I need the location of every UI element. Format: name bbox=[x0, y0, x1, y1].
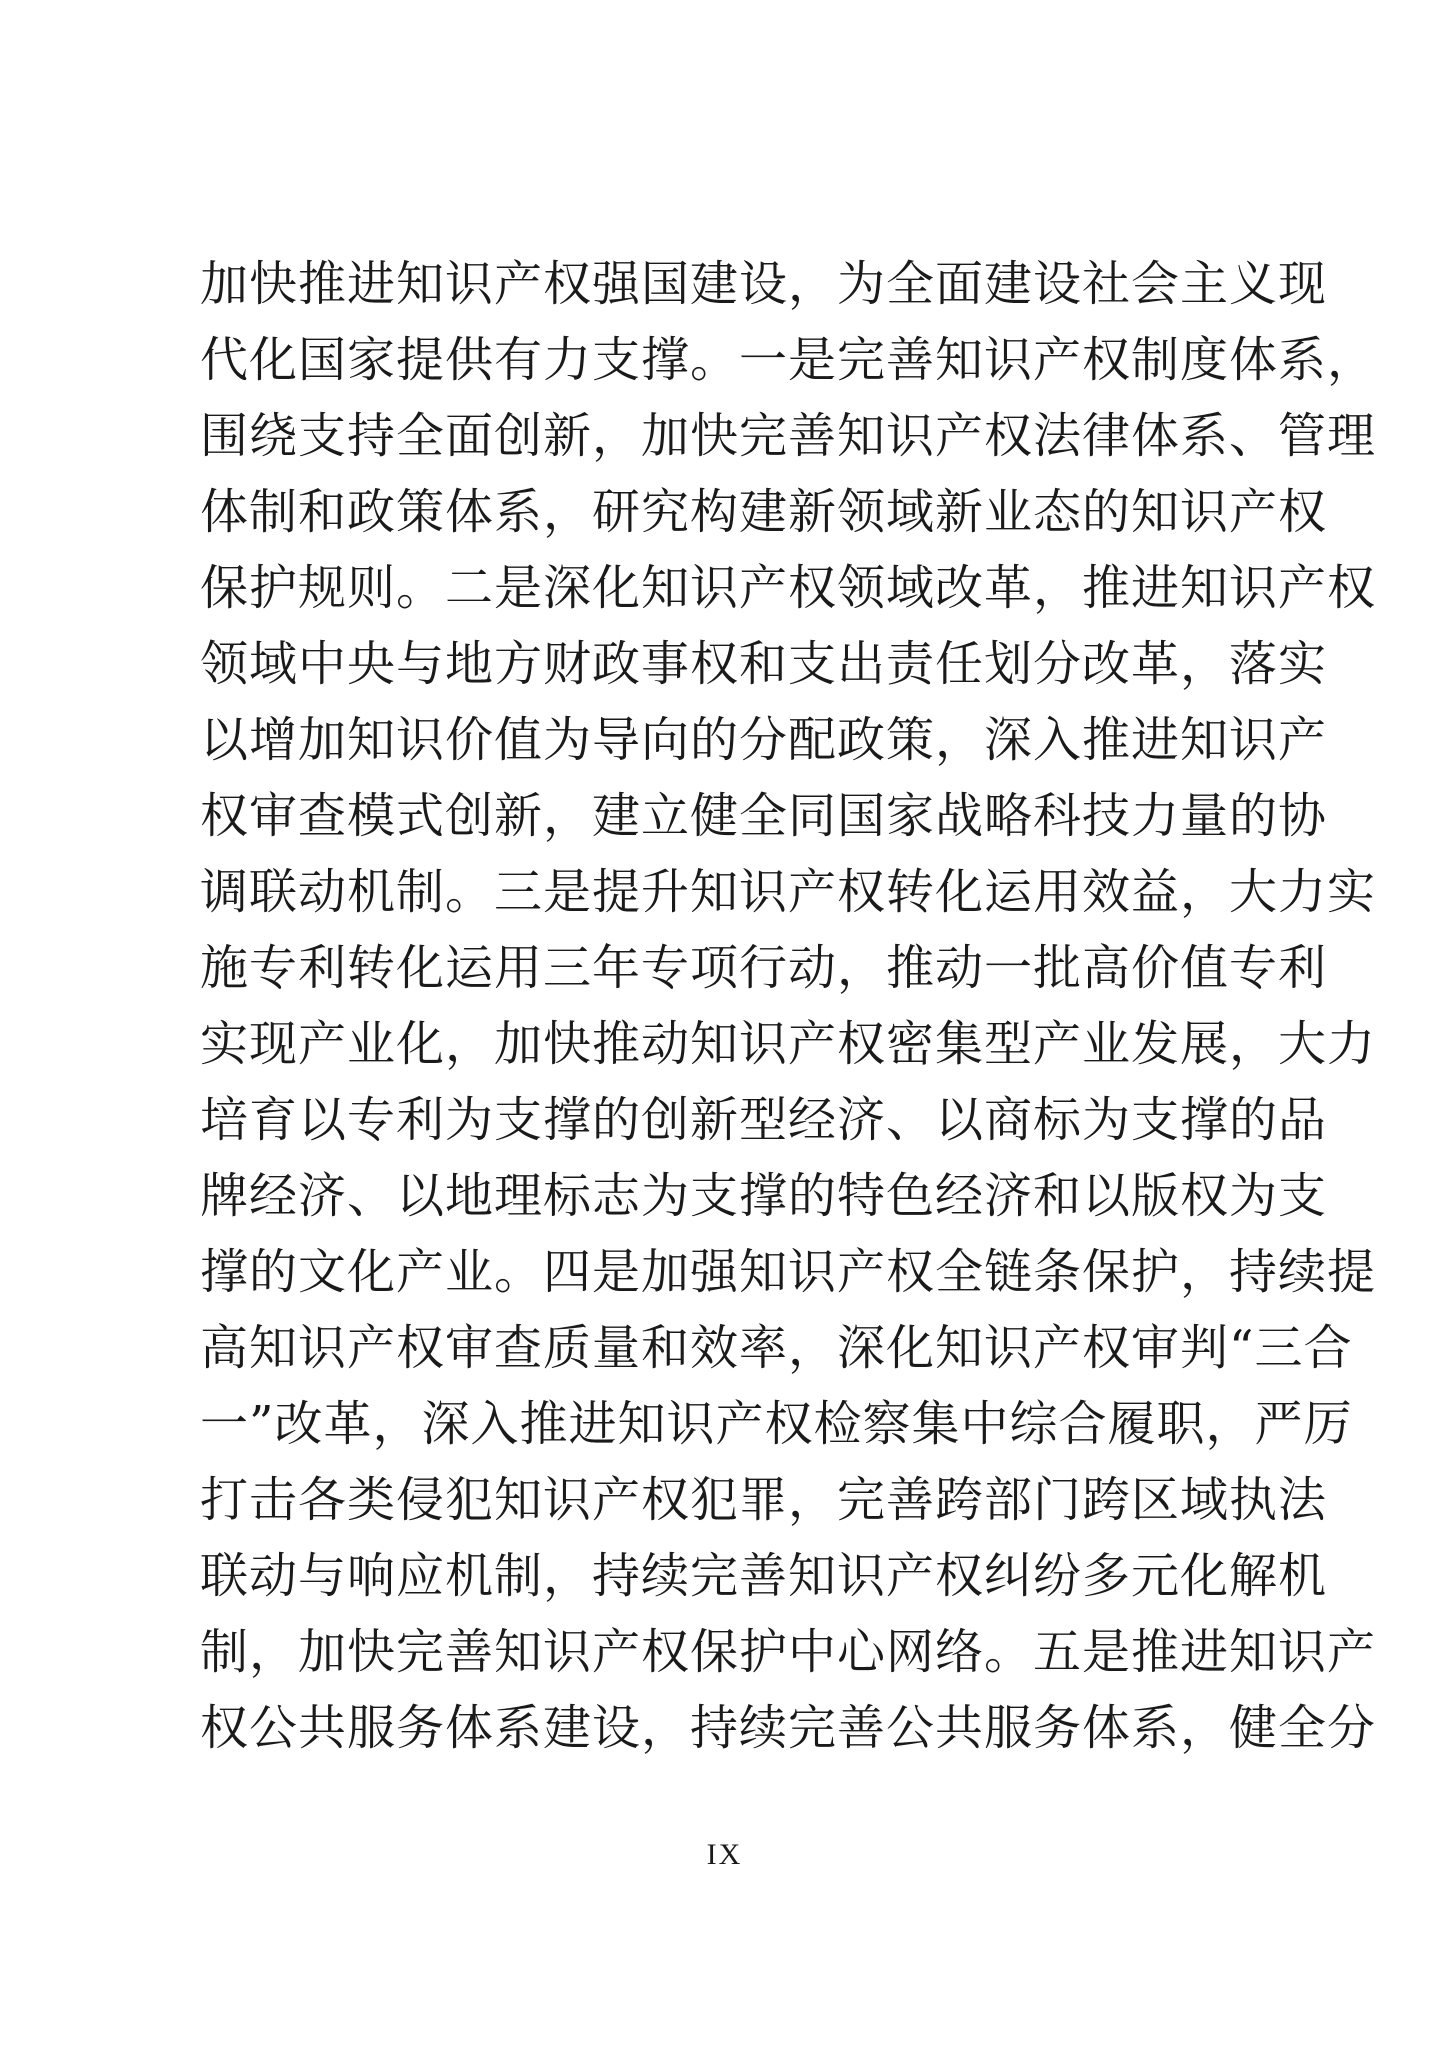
body-text bbox=[200, 246, 1377, 1766]
text-line: 制，加快完善知识产权保护中心网络。五是推进知识产 bbox=[200, 1624, 1377, 1680]
page-number: IX bbox=[706, 1838, 743, 1871]
text-line: 代化国家提供有力支撑。一是完善知识产权制度体系， bbox=[200, 332, 1377, 388]
text-line: 调联动机制。三是提升知识产权转化运用效益，大力实 bbox=[200, 864, 1377, 920]
text-line: 以增加知识价值为导向的分配政策，深入推进知识产 bbox=[200, 712, 1328, 768]
text-line: 牌经济、以地理标志为支撑的特色经济和以版权为支 bbox=[200, 1168, 1328, 1224]
text-line: 权审查模式创新，建立健全同国家战略科技力量的协 bbox=[200, 788, 1328, 844]
text-line: 撑的文化产业。四是加强知识产权全链条保护，持续提 bbox=[200, 1244, 1377, 1300]
text-line: 高知识产权审查质量和效率，深化知识产权审判“三合 bbox=[200, 1320, 1353, 1376]
text-line: 施专利转化运用三年专项行动，推动一批高价值专利 bbox=[200, 940, 1328, 996]
text-line: 权公共服务体系建设，持续完善公共服务体系，健全分 bbox=[200, 1700, 1377, 1756]
text-line: 一”改革，深入推进知识产权检察集中综合履职，严厉 bbox=[200, 1396, 1353, 1452]
text-line: 打击各类侵犯知识产权犯罪，完善跨部门跨区域执法 bbox=[200, 1472, 1328, 1528]
text-line: 围绕支持全面创新，加快完善知识产权法律体系、管理 bbox=[200, 408, 1377, 464]
text-line: 体制和政策体系，研究构建新领域新业态的知识产权 bbox=[200, 484, 1328, 540]
text-line: 培育以专利为支撑的创新型经济、以商标为支撑的品 bbox=[200, 1092, 1328, 1148]
text-line: 保护规则。二是深化知识产权领域改革，推进知识产权 bbox=[200, 560, 1377, 616]
text-line: 联动与响应机制，持续完善知识产权纠纷多元化解机 bbox=[200, 1548, 1328, 1604]
text-line: 领域中央与地方财政事权和支出责任划分改革，落实 bbox=[200, 636, 1328, 692]
text-line: 实现产业化，加快推动知识产权密集型产业发展，大力 bbox=[200, 1016, 1377, 1072]
text-line: 加快推进知识产权强国建设，为全面建设社会主义现 bbox=[200, 256, 1328, 312]
